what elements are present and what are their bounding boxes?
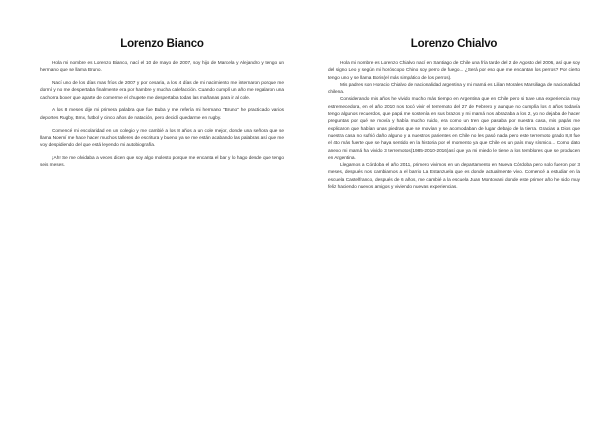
left-paragraph: Nací uno de los días mas fríos de 2007 y por cesaria, a los 4 días de mi nacimiento me internaron porque me dormí y no me despertaba finalmente era por hambre y mucha calefacción. Cuando cumplí un año me regalaron una cachorra boxer que aparte de comerme el chupete me despertaba todas las mañanas para ir al cole. <box>40 81 284 101</box>
left-paragraph: A los 8 meses dije mi primera palabra que fue Buba y me refería mi hermano "Bruno" he practicado varios deportes Rugby, Bmx, futbol y cinco años de natación, pero decidí quedarme en rugby. <box>40 108 284 121</box>
right-page-title: Lorenzo Chialvo <box>410 38 498 50</box>
right-paragraph: Mis padres son Horacio Chialvo de nacionalidad argentina y mi mamá es Lilian Morales Marsiliaga de nacionalidad chilena. <box>328 82 580 96</box>
left-page-title: Lorenzo Bianco <box>120 38 204 50</box>
right-paragraph: Llegamos a Córdoba el año 2011, primero vivimos en un departamento en Nueva Córdoba pero solo fueron por 3 meses, después nos cambiamos a el barrio La Estanzuela que es donde actualmente vivo. Comencé a estudiar en la escuela Castelfranco, después de 6 años, me cambié a la escuela Juan Montovani donde este primer año he sido muy feliz haciendo nuevos amigos y viviendo nuevas experiencias. <box>328 163 580 191</box>
left-paragraph: Hola mi nombre es Lorenzo Bianco, nací el 10 de mayo de 2007, soy hijo de Marcela y Alejandro y tengo un hermano que se llama Bruno. <box>40 61 284 74</box>
right-paragraph: Considerando mis años he vivido mucho más tiempo en Argentina que en Chile pero si tuve una experiencia muy estremecedora, en el año 2010 nos tocó vivir el terremoto del 27 de Febrero y aunque no cumplía los 4 años todavía tengo algunos recuerdos, que papá me sostenía en sus brazos y mi mamá nos abrazaba a los 2, yo no dejaba de hacer preguntas por qué se movía y había mucho ruido, era como un tren que pasaba por nuestra casa, mis papás me explicaron que habían unas piedras que se movían y se acomodaban de lugar debajo de la tierra. Gracias a Dios que nuestra casa no sufrió daño alguno y a nuestros parientes en Chile no les pasó nada pero este terremoto grado 8,8 fue el 4to más fuerte que se haya sentido en la historia por el momento ya que Chile es un país muy sísmico... Como dato anexo mi mamá ha vivido 3 terremotos(1985-2010-2016)así que ya mi miedo le tiene a los temblores que se producen en Argentina. <box>328 97 580 161</box>
left-paragraph: ¡Ah! Se me olvidaba a veces dicen que soy algo molesto porque me encanta el bar y lo hago desde que tengo seis meses. <box>40 155 284 169</box>
left-paragraph: Comencé mi escolaridad en un colegio y me cambié a los 8 años a un cole mejor, donde una señora que se llama Noemí me hace hacer muchos talleres de escritura y bueno ya se me están acabando las palabras así que me voy despidiendo del que está leyendo mi autobiografía. <box>40 128 284 149</box>
right-page <box>300 0 600 424</box>
right-paragraph: Hola mi nombre es Lorenzo Chialvo nací en Santiago de Chile una fría tarde del 2 de Agosto del 2006, así que soy del signo Leo y según mi horóscopo Chino soy perro de fuego... ¿Será por eso que me encantan los perros? Por cierto tengo uno y se llama Boris(el más simpático de los perros). <box>328 61 580 81</box>
